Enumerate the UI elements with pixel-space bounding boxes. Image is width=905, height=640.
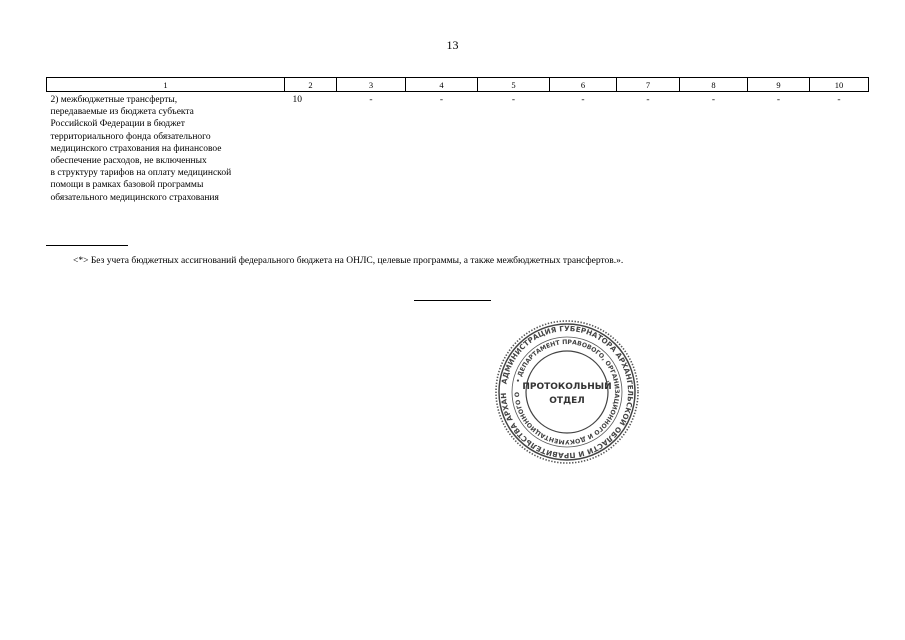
column-header: 2	[285, 78, 337, 92]
seal-inner-text: • ДЕПАРТАМЕНТ ПРАВОВОГО, ОРГАНИЗАЦИОННОГО И ДОКУМЕНТАЦИОННОГО О	[513, 338, 621, 446]
table-cell: -	[511, 95, 516, 105]
column-header: 9	[748, 78, 810, 92]
column-header: 8	[680, 78, 748, 92]
column-header: 10	[810, 78, 869, 92]
seal-center-line2: ОТДЕЛ	[549, 396, 585, 406]
column-header: 6	[550, 78, 617, 92]
table-row	[47, 92, 869, 204]
seal-icon	[493, 318, 641, 466]
table-cell: -	[711, 95, 716, 105]
row-label: 2) межбюджетные трансферты, передаваемые из бюджета субъекта Российской Федерации в бюджет территориального фонда обязательного медицинского страхования на финансовое обеспечение расходов, не включенных в структуру тарифов на оплату медицинской помощи в рамках базовой программы обязательного медицинского страхования	[50, 95, 232, 203]
column-header: 1	[47, 78, 285, 92]
table-cell: -	[581, 95, 585, 105]
column-header: 7	[617, 78, 680, 92]
table-cell: 10	[292, 95, 302, 105]
column-header: 4	[406, 78, 478, 92]
table-cell: -	[837, 95, 841, 105]
data-table	[46, 77, 869, 204]
footnote: <*> Без учета бюджетных ассигнований федерального бюджета на ОНЛС, целевые программы, а также межбюджетных трансфертов.».	[73, 256, 624, 266]
table-cell: -	[439, 95, 444, 105]
table-header-row	[47, 78, 869, 92]
footnote-divider	[46, 245, 128, 246]
page-number: 13	[446, 38, 459, 52]
seal-outer-text: АДМИНИСТРАЦИЯ ГУБЕРНАТОРА АРХАНГЕЛЬСКОЙ ОБЛАСТИ И ПРАВИТЕЛЬСТВА АРХАН	[498, 323, 636, 461]
table-cell: -	[776, 95, 781, 105]
column-header: 5	[478, 78, 550, 92]
column-header: 3	[337, 78, 406, 92]
table-cell: -	[646, 95, 650, 105]
table-cell: -	[369, 95, 373, 105]
seal-center-line1: ПРОТОКОЛЬНЫЙ	[522, 382, 612, 392]
official-seal-stamp	[493, 318, 641, 466]
end-of-document-line	[414, 300, 491, 301]
